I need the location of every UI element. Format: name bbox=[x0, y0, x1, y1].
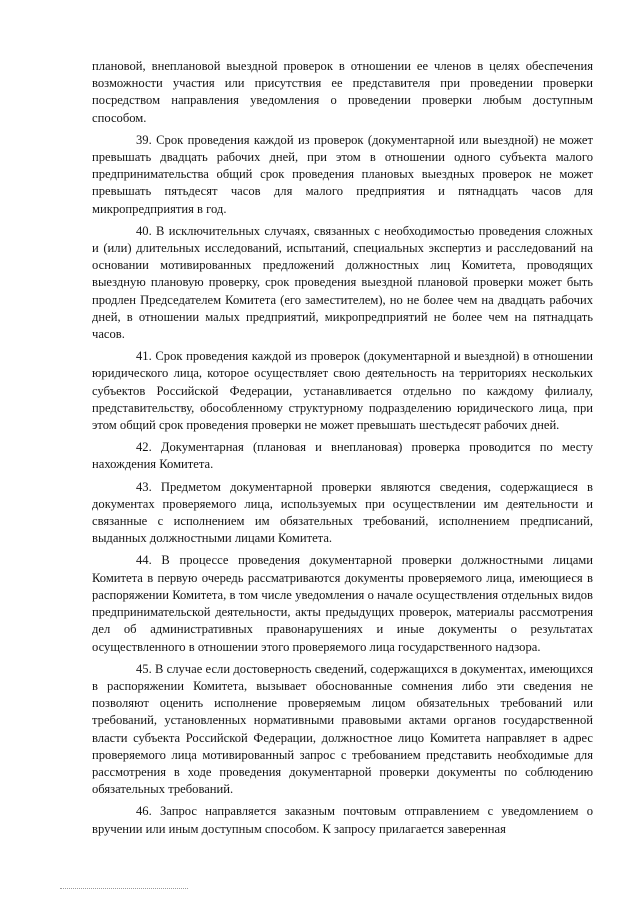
document-body bbox=[92, 58, 593, 843]
paragraph-43: 43. Предметом документарной проверки являются сведения, содержащиеся в документах проверяемого лица, используемых при осуществлении им деятельности и связанные с исполнением им обязательных требований, исполнением предписаний, выданных должностными лицами Комитета. bbox=[92, 479, 593, 546]
paragraph-continuation: плановой, внеплановой выездной проверок в отношении ее членов в целях обеспечения возможности участия или присутствия ее представителя при проведении проверки посредством направления уведомления о проведении проверки любым доступным способом. bbox=[92, 59, 593, 125]
paragraph-44: 44. В процессе проведения документарной проверки должностными лицами Комитета в первую очередь рассматриваются документы проверяемого лица, имеющиеся в распоряжении Комитета, в том числе уведомления о начале осуществления отдельных видов предпринимательской деятельности, акты предыдущих проверок, материалы рассмотрения дел об административных правонарушениях и иные документы о результатах осуществленного в отношении этого проверяемого лица государственного надзора. bbox=[92, 553, 593, 654]
footer-divider bbox=[60, 888, 188, 889]
paragraph-41: 41. Срок проведения каждой из проверок (документарной и выездной) в отношении юридического лица, которое осуществляет свою деятельность на территориях нескольких субъектов Российской Федерации, устанавливается отдельно по каждому филиалу, представительству, обособленному структурному подразделению юридического лица, при этом общий срок проведения проверки не может превышать шестьдесят рабочих дней. bbox=[92, 349, 593, 433]
paragraph-42: 42. Документарная (плановая и внеплановая) проверка проводится по месту нахождения Комитета. bbox=[92, 440, 593, 472]
paragraph-45: 45. В случае если достоверность сведений, содержащихся в документах, имеющихся в распоряжении Комитета, вызывает обоснованные сомнения либо эти сведения не позволяют оценить исполнение проверяемым лицом обязательных требований или требований, установленных нормативными правовыми актами органов государственной власти субъекта Российской Федерации, должностное лицо Комитета направляет в адрес проверяемого лица мотивированный запрос с требованием представить необходимые для рассмотрения в ходе проведения документарной проверки документы по соблюдению обязательных требований. bbox=[92, 661, 593, 797]
paragraph-46: 46. Запрос направляется заказным почтовым отправлением с уведомлением о вручении или иным доступным способом. К запросу прилагается заверенная bbox=[92, 804, 593, 836]
paragraph-40: 40. В исключительных случаях, связанных с необходимостью проведения сложных и (или) длительных исследований, испытаний, специальных экспертиз и расследований на основании мотивированных предложений должностных лиц Комитета, проводящих выездную плановую проверку, срок проведения выездной плановой проверки может быть продлен Председателем Комитета (его заместителем), но не более чем на двадцать рабочих дней, в отношении малых предприятий, микропредприятий не более чем на пятнадцать часов. bbox=[92, 223, 593, 342]
paragraph-39: 39. Срок проведения каждой из проверок (документарной или выездной) не может превышать двадцать рабочих дней, при этом в отношении одного субъекта малого предпринимательства общий срок проведения плановых выездных проверок не может превышать пятьдесят часов для малого предприятия и пятнадцать часов для микропредприятия в год. bbox=[92, 132, 593, 216]
